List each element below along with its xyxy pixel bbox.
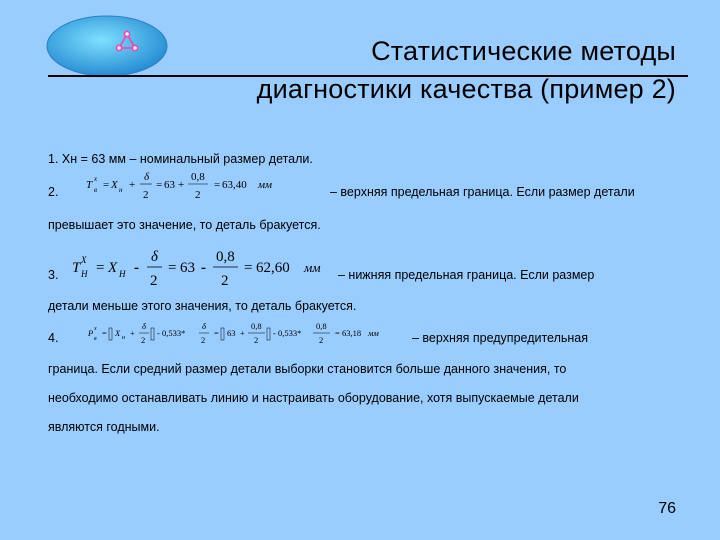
f4-eq2: = [214, 328, 219, 338]
formula-upper-limit [80, 168, 320, 208]
f2-unit: мм [258, 179, 273, 191]
f3-minus2: - [201, 260, 206, 276]
f2-x-sub: н [119, 186, 123, 194]
f4-unit: мм [368, 328, 379, 338]
f4-frac2-den: 2 [201, 335, 206, 345]
f4-result: 63,18 [342, 328, 362, 338]
f3-eq1: = [96, 260, 105, 276]
item-2-continuation: превышает это значение, то деталь бракуется. [48, 218, 321, 232]
f4-frac2-num: δ [202, 321, 206, 331]
f4-minus1: - 0,533* [157, 328, 186, 338]
f4-x: X [115, 328, 121, 338]
item-4-continuation-2: необходимо останавливать линию и настраивать оборудование, хотя выпускаемые детали [48, 391, 579, 405]
f4-frac3-den: 2 [254, 335, 259, 345]
f3-lhs-sub: Н [81, 269, 88, 279]
f2-frac2-den: 2 [195, 189, 201, 201]
item-1 [48, 152, 313, 166]
f4-frac1-num: δ [142, 321, 146, 331]
f3-lhs: T [72, 260, 81, 276]
formula-lower-limit [68, 244, 338, 294]
item-4-continuation-3: являются годными. [48, 420, 160, 434]
item-2-number: 2. [48, 185, 59, 199]
f4-frac4-num: 0,8 [316, 321, 327, 331]
title-line-1: Статистические методы [371, 36, 676, 66]
f2-plus2: + [178, 179, 185, 191]
logo [46, 14, 168, 78]
f2-lhs-sub: в [94, 186, 98, 194]
f2-lhs-sup: x [94, 175, 98, 183]
f3-frac2-num: 0,8 [216, 249, 235, 265]
item-text: Хн = 63 мм – номинальный размер детали. [61, 152, 313, 166]
f4-frac3-num: 0,8 [251, 321, 262, 331]
f4-lhs: P [88, 328, 94, 338]
f4-plus2: + [240, 328, 245, 338]
f3-frac1-num: δ [151, 249, 158, 265]
slide-title [257, 32, 676, 108]
f3-x-sub: Н [119, 269, 126, 279]
f3-lhs-sup: X [81, 255, 87, 265]
f2-x: X [111, 179, 118, 191]
f4-lhs-sub: в [94, 336, 97, 342]
f2-result: 63,40 [222, 179, 247, 191]
f4-eq3: = [335, 328, 340, 338]
f4-plus1: + [130, 328, 135, 338]
f2-eq2: = [156, 179, 163, 191]
item-2-text: – верхняя предельная граница. Если размер детали [330, 185, 635, 199]
f4-base: 63 [227, 328, 236, 338]
item-4-number: 4. [48, 331, 59, 345]
f2-base: 63 [164, 179, 175, 191]
f3-eq2: = [168, 260, 177, 276]
item-4-continuation-1: граница. Если средний размер детали выборки становится больше данного значения, то [48, 362, 567, 376]
f3-frac1-den: 2 [150, 273, 158, 289]
f3-base: 63 [180, 260, 195, 276]
formula-warning-limit [84, 318, 404, 354]
f2-lhs: T [86, 179, 93, 191]
f2-frac1-den: 2 [143, 189, 149, 201]
logo-ellipse [47, 16, 167, 76]
title-line-2: диагностики качества (пример 2) [256, 74, 676, 104]
f2-eq1: = [103, 179, 110, 191]
item-3-continuation: детали меньше этого значения, то деталь бракуется. [48, 299, 357, 313]
f3-minus1: - [134, 260, 139, 276]
f4-x-sub: н [122, 335, 125, 341]
f2-frac1-num: δ [144, 171, 150, 183]
page-number: 76 [658, 500, 676, 517]
f4-minus2: - 0,533* [273, 328, 302, 338]
f2-eq3: = [214, 179, 221, 191]
f4-lhs-sup: x [94, 326, 97, 332]
f4-eq1: = [102, 328, 107, 338]
item-4-text: – верхняя предупредительная [412, 331, 589, 345]
f2-frac2-num: 0,8 [191, 171, 205, 183]
f4-frac1-den: 2 [141, 335, 146, 345]
f3-frac2-den: 2 [221, 273, 229, 289]
f3-eq3: = [244, 260, 253, 276]
f3-unit: мм [304, 260, 321, 275]
f4-frac4-den: 2 [319, 335, 324, 345]
f2-plus1: + [129, 179, 136, 191]
item-3-number: 3. [48, 268, 59, 282]
item-number: 1. [48, 152, 59, 166]
title-divider [48, 75, 688, 77]
f3-result: 62,60 [256, 260, 290, 276]
item-3-text: – нижняя предельная граница. Если размер [338, 268, 595, 282]
f3-x: X [108, 260, 118, 276]
